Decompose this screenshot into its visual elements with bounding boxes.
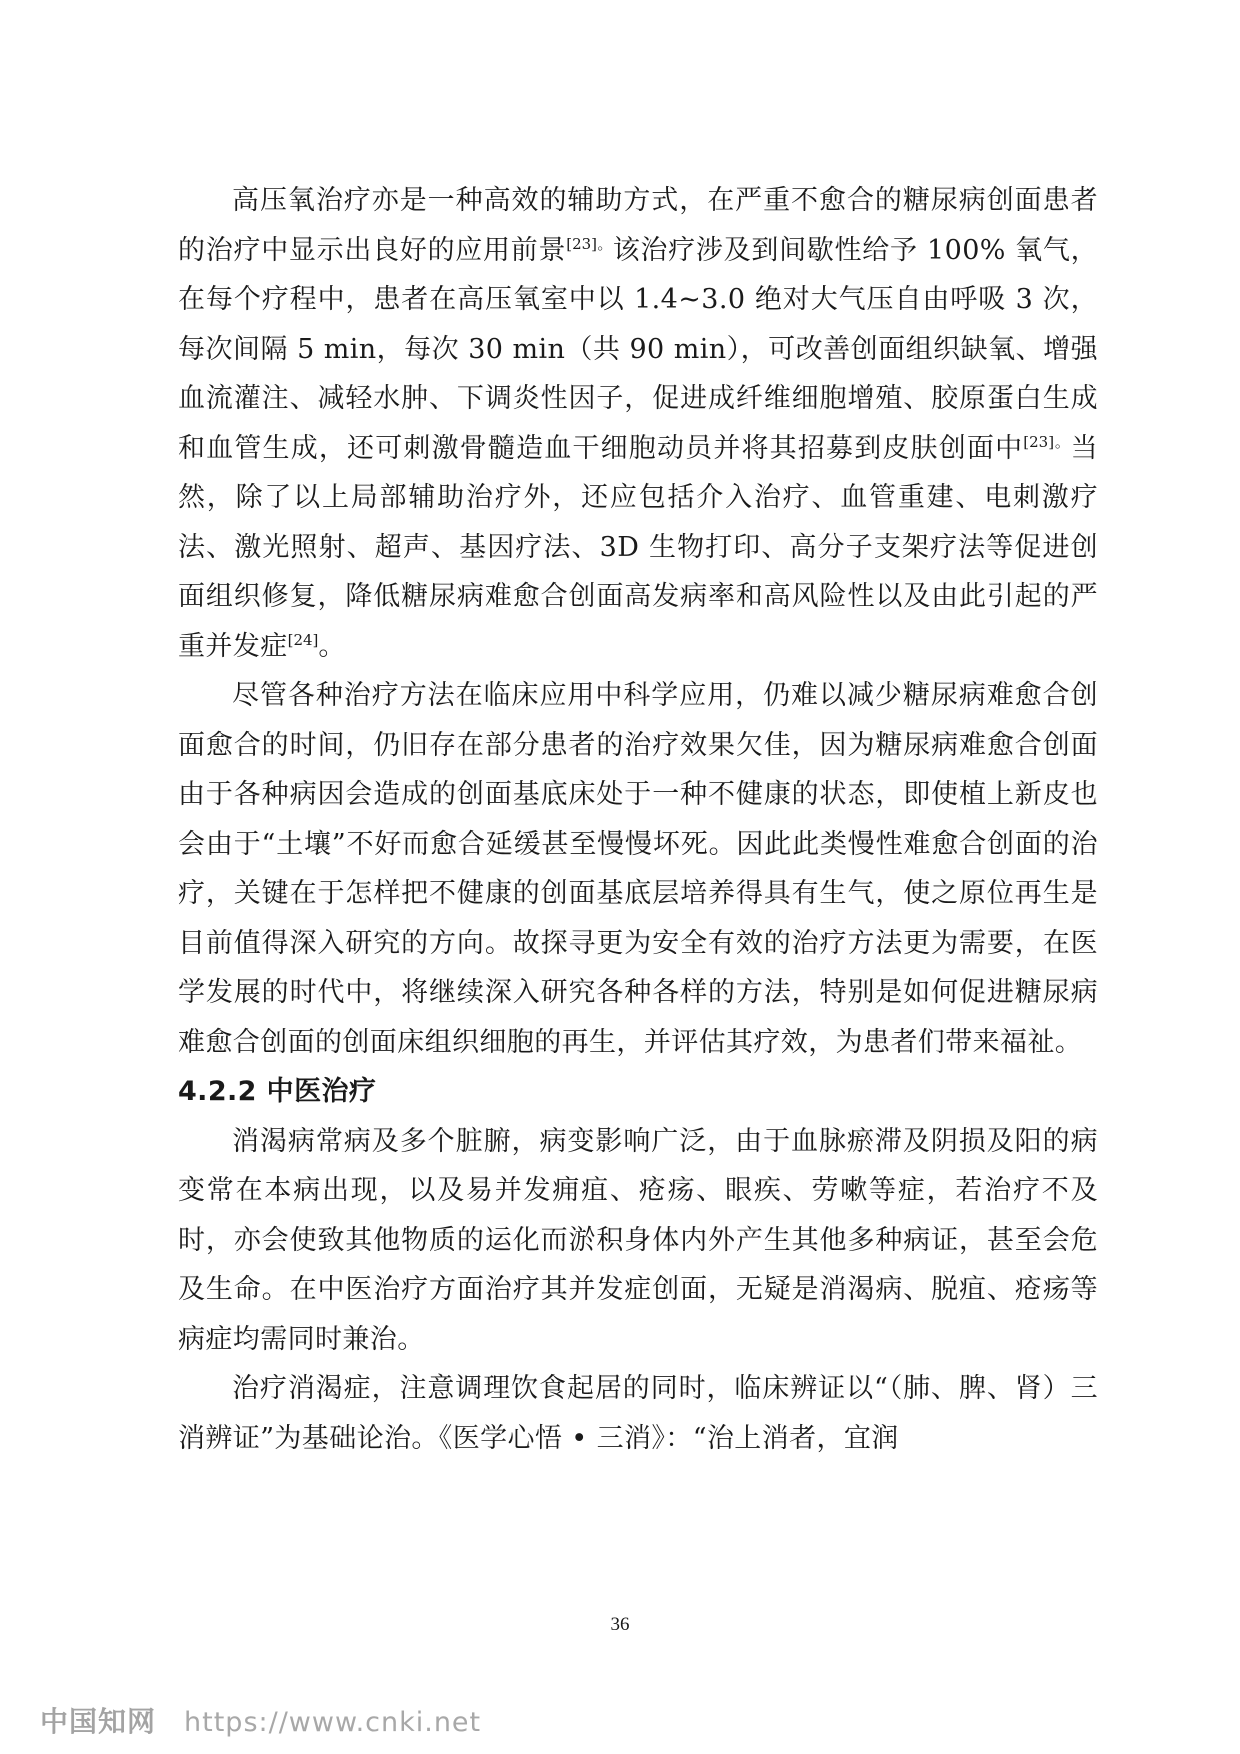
citation-marker: [24] xyxy=(287,630,319,649)
paragraph-text: 该治疗涉及到间歇性给予 100% 氧气，在每个疗程中，患者在高压氧室中以 1.4~3.0 绝对大气压自由呼吸 3 次，每次间隔 5 min，每次 30 min（共 90 min），可改善创面组织缺氧、增强血流灌注、减轻水肿、下调炎性因子，促进成纤维细胞增殖、胶原蛋白生成和血管生成，还可刺激骨髓造血干细胞动员并将其招募到皮肤创面中 xyxy=(178,234,1098,464)
paragraph-treatment-challenges: 尽管各种治疗方法在临床应用中科学应用，仍难以减少糖尿病难愈合创面愈合的时间，仍旧存在部分患者的治疗效果欠佳，因为糖尿病难愈合创面由于各种病因会造成的创面基底床处于一种不健康的状态，即使植上新皮也会由于“土壤”不好而愈合延缓甚至慢慢坏死。因此此类慢性难愈合创面的治疗，关键在于怎样把不健康的创面基底层培养得具有生气，使之原位再生是目前值得深入研究的方向。故探寻更为安全有效的治疗方法更为需要，在医学发展的时代中，将继续深入研究各种各样的方法，特别是如何促进糖尿病难愈合创面的创面床组织细胞的再生，并评估其疗效，为患者们带来福祉。 xyxy=(178,680,1098,1058)
page-content xyxy=(178,176,1098,1463)
cnki-watermark xyxy=(40,1700,481,1740)
watermark-url: https://www.cnki.net xyxy=(184,1707,482,1738)
section-heading: 4.2.2 中医治疗 xyxy=(178,1076,377,1107)
paragraph-hyperbaric-oxygen xyxy=(178,176,1098,671)
citation-marker: [23]。 xyxy=(566,234,613,253)
paragraph-text: 当然，除了以上局部辅助治疗外，还应包括介入治疗、血管重建、电刺激疗法、激光照射、超声、基因疗法、3D 生物打印、高分子支架疗法等促进创面组织修复，降低糖尿病难愈合创面高发病率和高风险性以及由此引起的严重并发症 xyxy=(178,432,1098,662)
paragraph-text: 。 xyxy=(318,630,346,662)
paragraph-text: 高压氧治疗亦是一种高效的辅助方式，在严重不愈合的糖尿病创面患者的治疗中显示出良好的应用前景 xyxy=(178,185,1098,266)
citation-marker: [23]。 xyxy=(1023,432,1071,451)
page-number: 36 xyxy=(610,1614,630,1635)
watermark-brand: 中国知网 xyxy=(40,1705,157,1738)
paragraph-tcm-treatment: 治疗消渴症，注意调理饮食起居的同时，临床辨证以“（肺、脾、肾）三消辨证”为基础论治。《医学心悟 • 三消》：“治上消者，宜润 xyxy=(178,1373,1098,1454)
paragraph-tcm-overview: 消渴病常病及多个脏腑，病变影响广泛，由于血脉瘀滞及阴损及阳的病变常在本病出现，以及易并发痈疽、疮疡、眼疾、劳嗽等症，若治疗不及时，亦会使致其他物质的运化而淤积身体内外产生其他多种病证，甚至会危及生命。在中医治疗方面治疗其并发症创面，无疑是消渴病、脱疽、疮疡等病症均需同时兼治。 xyxy=(178,1125,1098,1355)
